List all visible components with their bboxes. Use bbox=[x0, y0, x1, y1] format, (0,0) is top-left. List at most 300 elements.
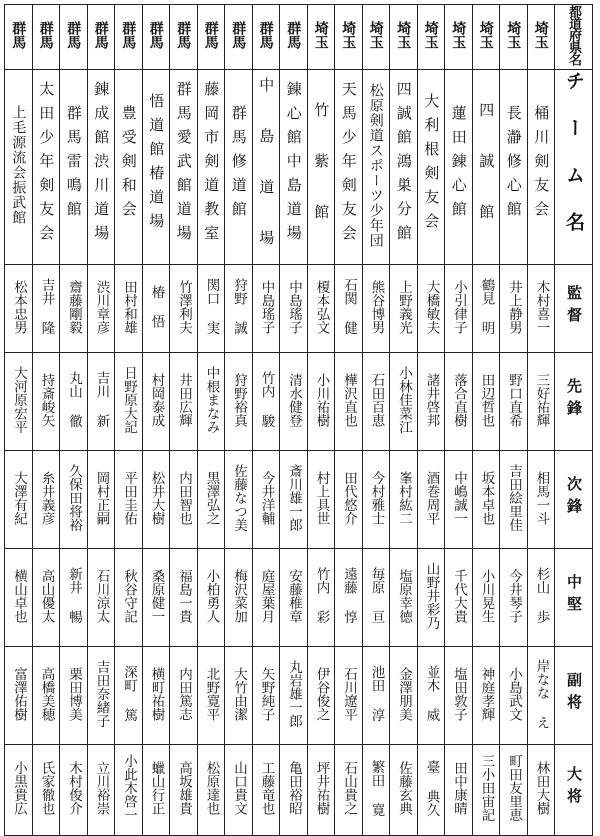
lead-cell bbox=[417, 353, 445, 451]
lead-cell bbox=[225, 353, 253, 451]
coach-cell-text: 狩野 誠 bbox=[231, 278, 247, 335]
team-name-cell bbox=[527, 70, 555, 265]
second-cell-text: 吉田絵里佳 bbox=[506, 463, 522, 532]
coach-cell bbox=[225, 265, 253, 353]
vice-cell bbox=[115, 647, 143, 745]
vice-cell bbox=[5, 647, 33, 745]
lead-cell bbox=[362, 353, 390, 451]
middle-cell-text: 福島一貴 bbox=[176, 568, 192, 623]
second-cell-text: 久保田将裕 bbox=[66, 463, 82, 532]
vice-cell-text: 金澤朋美 bbox=[396, 666, 412, 721]
second-cell-text: 平田圭佑 bbox=[121, 470, 137, 525]
vice-cell bbox=[252, 647, 280, 745]
captain-cell bbox=[390, 745, 418, 836]
captain-cell bbox=[445, 745, 473, 836]
captain-cell-text: 小此木啓一 bbox=[121, 754, 137, 822]
captain-cell-text: 立川裕崇 bbox=[93, 761, 110, 815]
header-team bbox=[555, 70, 593, 265]
middle-cell bbox=[60, 549, 88, 647]
vice-cell bbox=[32, 647, 60, 745]
vice-cell-text: 塩田敦子 bbox=[451, 666, 467, 721]
vice-cell bbox=[390, 647, 418, 745]
coach-cell bbox=[527, 265, 555, 353]
team-name-cell bbox=[472, 70, 500, 265]
prefecture-cell-text: 埼玉 bbox=[505, 21, 522, 49]
header-prefecture bbox=[555, 5, 593, 70]
prefecture-cell bbox=[197, 5, 225, 70]
second-cell-text: 糸井義彦 bbox=[38, 470, 55, 525]
team-name-cell bbox=[362, 70, 390, 265]
prefecture-cell bbox=[60, 5, 88, 70]
header-coach bbox=[555, 265, 593, 353]
coach-cell bbox=[500, 265, 528, 353]
prefecture-row bbox=[5, 5, 593, 70]
middle-cell-text: 塩原幸徳 bbox=[396, 568, 412, 623]
middle-cell-text: 秋谷守記 bbox=[121, 568, 137, 623]
vice-cell bbox=[445, 647, 473, 745]
coach-cell-text: 竹澤利夫 bbox=[176, 279, 192, 334]
team-name-cell-text: 錬成館渋川道場 bbox=[92, 81, 111, 249]
middle-cell bbox=[280, 549, 308, 647]
prefecture-cell-text: 埼玉 bbox=[367, 21, 384, 49]
coach-cell-text: 田村和雄 bbox=[121, 279, 137, 334]
middle-cell bbox=[500, 549, 528, 647]
prefecture-cell-text: 埼玉 bbox=[477, 21, 494, 49]
coach-cell-text: 中島瑤子 bbox=[286, 279, 302, 334]
lead-cell bbox=[335, 353, 363, 451]
second-cell-text: 相馬一斗 bbox=[533, 470, 550, 525]
prefecture-cell bbox=[500, 5, 528, 70]
lead-cell-text: 日野原大記 bbox=[121, 365, 137, 434]
captain-cell bbox=[472, 745, 500, 836]
captain-cell bbox=[5, 745, 33, 836]
lead-cell bbox=[170, 353, 198, 451]
second-cell bbox=[307, 451, 335, 549]
prefecture-cell-text: 群馬 bbox=[120, 21, 137, 49]
team-name-cell bbox=[225, 70, 253, 265]
lead-row bbox=[5, 353, 593, 451]
prefecture-cell-text: 群馬 bbox=[10, 21, 27, 49]
vice-cell bbox=[527, 647, 555, 745]
prefecture-cell-text: 埼玉 bbox=[340, 21, 357, 49]
coach-cell bbox=[335, 265, 363, 353]
coach-cell bbox=[390, 265, 418, 353]
coach-cell-text: 小引律子 bbox=[451, 279, 467, 334]
second-cell-text: 今井洋輔 bbox=[258, 470, 275, 525]
team-name-cell-text: 錬心館中島道場 bbox=[284, 81, 303, 249]
second-cell bbox=[335, 451, 363, 549]
team-name-cell bbox=[280, 70, 308, 265]
coach-cell-text: 榎本弘文 bbox=[313, 279, 330, 334]
coach-cell-text: 井上静男 bbox=[506, 279, 522, 334]
vice-cell-text: 北野寛平 bbox=[203, 666, 220, 721]
second-cell-text: 大澤有紀 bbox=[11, 470, 27, 525]
prefecture-cell bbox=[252, 5, 280, 70]
vice-cell-text: 伊谷俊之 bbox=[313, 666, 330, 721]
vice-cell-text: 並木 威 bbox=[423, 665, 440, 722]
team-name-cell bbox=[87, 70, 115, 265]
vice-cell bbox=[335, 647, 363, 745]
coach-cell bbox=[87, 265, 115, 353]
team-name-cell bbox=[60, 70, 88, 265]
second-cell bbox=[362, 451, 390, 549]
vice-cell bbox=[170, 647, 198, 745]
team-name-cell-text: 中 島 道 場 bbox=[257, 76, 276, 254]
team-name-cell bbox=[32, 70, 60, 265]
middle-cell bbox=[5, 549, 33, 647]
captain-cell bbox=[60, 745, 88, 836]
second-cell bbox=[87, 451, 115, 549]
lead-cell bbox=[472, 353, 500, 451]
header-team-label: チーム名 bbox=[563, 71, 585, 259]
prefecture-cell bbox=[32, 5, 60, 70]
middle-cell-text: 千代大貴 bbox=[451, 568, 467, 623]
lead-cell-text: 落合直樹 bbox=[451, 372, 467, 427]
team-name-cell-text: 群馬雷鳴館 bbox=[64, 105, 83, 225]
middle-cell-text: 安藤稚章 bbox=[286, 568, 302, 623]
middle-cell bbox=[225, 549, 253, 647]
team-name-cell bbox=[5, 70, 33, 265]
middle-cell-text: 石川涼太 bbox=[93, 568, 110, 623]
team-row bbox=[5, 70, 593, 265]
captain-cell-text: 木村俊介 bbox=[66, 761, 82, 815]
prefecture-cell-text: 群馬 bbox=[147, 21, 164, 49]
lead-cell bbox=[307, 353, 335, 451]
second-cell bbox=[472, 451, 500, 549]
prefecture-cell bbox=[335, 5, 363, 70]
captain-cell-text: 繁田 寛 bbox=[368, 759, 385, 817]
lead-cell-text: 狩野裕真 bbox=[231, 372, 247, 427]
second-cell-text: 酒巻周平 bbox=[423, 470, 440, 525]
lead-cell-text: 諸井啓邦 bbox=[423, 372, 440, 427]
coach-cell bbox=[280, 265, 308, 353]
captain-cell bbox=[197, 745, 225, 836]
second-cell bbox=[527, 451, 555, 549]
captain-cell-text: 工藤竜也 bbox=[258, 761, 275, 815]
vice-cell-text: 吉田奈緒子 bbox=[93, 659, 110, 728]
captain-cell-text: 蠟山行正 bbox=[148, 761, 165, 815]
captain-cell-text: 三小田宙記 bbox=[478, 754, 495, 822]
captain-cell bbox=[87, 745, 115, 836]
middle-cell-text: 高山優太 bbox=[38, 568, 55, 623]
team-name-cell-text: 群馬修道館 bbox=[229, 105, 248, 225]
vice-cell-text: 池田 淳 bbox=[368, 665, 385, 722]
prefecture-cell bbox=[142, 5, 170, 70]
second-cell bbox=[170, 451, 198, 549]
second-cell bbox=[142, 451, 170, 549]
header-lead-label: 先鋒 bbox=[565, 377, 583, 422]
coach-cell-text: 齋藤剛毅 bbox=[66, 279, 82, 334]
lead-cell bbox=[252, 353, 280, 451]
team-name-cell bbox=[445, 70, 473, 265]
captain-cell bbox=[335, 745, 363, 836]
lead-cell bbox=[87, 353, 115, 451]
second-cell-text: 内田智也 bbox=[176, 470, 192, 525]
captain-cell bbox=[225, 745, 253, 836]
prefecture-cell-text: 群馬 bbox=[65, 21, 82, 49]
middle-cell-text: 庭屋葉月 bbox=[258, 568, 275, 623]
second-cell bbox=[225, 451, 253, 549]
lead-cell-text: 小川祐樹 bbox=[313, 372, 330, 427]
header-middle-label: 中堅 bbox=[565, 573, 583, 618]
coach-cell bbox=[5, 265, 33, 353]
team-name-cell bbox=[142, 70, 170, 265]
captain-row bbox=[5, 745, 593, 836]
coach-cell-text: 渋川章彦 bbox=[93, 279, 110, 334]
prefecture-cell-text: 群馬 bbox=[37, 21, 54, 49]
middle-cell bbox=[170, 549, 198, 647]
second-cell-text: 中嶋誠一 bbox=[451, 470, 467, 525]
captain-cell bbox=[307, 745, 335, 836]
lead-cell bbox=[142, 353, 170, 451]
team-name-cell-text: 上毛源流会振武館 bbox=[10, 105, 27, 225]
captain-cell-text: 町田友里恵 bbox=[506, 754, 522, 822]
prefecture-cell-text: 埼玉 bbox=[532, 21, 549, 49]
team-name-cell-text: 桶川剣友会 bbox=[532, 105, 551, 225]
lead-cell bbox=[32, 353, 60, 451]
lead-cell-text: 三好祐輝 bbox=[533, 372, 550, 427]
middle-cell-text: 杉山 歩 bbox=[533, 567, 550, 624]
coach-row bbox=[5, 265, 593, 353]
lead-cell bbox=[500, 353, 528, 451]
team-name-cell-text: 長瀞修心館 bbox=[504, 105, 523, 225]
coach-cell-text: 木村喜一 bbox=[533, 279, 550, 334]
lead-cell-text: 大河原宏平 bbox=[11, 365, 27, 434]
middle-cell bbox=[527, 549, 555, 647]
team-name-cell-text: 大利根剣友会 bbox=[422, 93, 441, 237]
prefecture-cell bbox=[445, 5, 473, 70]
lead-cell bbox=[390, 353, 418, 451]
team-name-cell-text: 悟道館椿道場 bbox=[147, 93, 166, 237]
team-name-cell bbox=[170, 70, 198, 265]
lead-cell bbox=[197, 353, 225, 451]
lead-cell-text: 吉川 新 bbox=[93, 371, 110, 428]
captain-cell-text: 小黒貴広 bbox=[11, 761, 27, 815]
team-name-cell-text: 天馬少年剣友会 bbox=[339, 81, 358, 249]
captain-cell bbox=[142, 745, 170, 836]
vice-row bbox=[5, 647, 593, 745]
coach-cell bbox=[307, 265, 335, 353]
lead-cell-text: 田辺哲也 bbox=[478, 372, 495, 427]
middle-cell-text: 新井 暢 bbox=[66, 567, 82, 624]
second-cell bbox=[32, 451, 60, 549]
lead-cell-text: 清水健登 bbox=[286, 372, 302, 427]
lead-cell bbox=[5, 353, 33, 451]
lead-cell-text: 丸山 徹 bbox=[66, 371, 82, 428]
coach-cell bbox=[170, 265, 198, 353]
lead-cell-text: 村岡泰成 bbox=[148, 372, 165, 427]
middle-cell bbox=[115, 549, 143, 647]
second-cell-text: 松井大樹 bbox=[148, 470, 165, 525]
captain-cell bbox=[527, 745, 555, 836]
second-cell bbox=[252, 451, 280, 549]
coach-cell bbox=[445, 265, 473, 353]
vice-cell-text: 矢野純子 bbox=[258, 666, 275, 721]
vice-cell-text: 石川遼平 bbox=[341, 666, 357, 721]
prefecture-cell-text: 埼玉 bbox=[450, 21, 467, 49]
team-name-cell-text: 四誠館鴻巣分館 bbox=[394, 81, 413, 249]
second-cell-text: 黒澤弘之 bbox=[203, 470, 220, 525]
coach-cell bbox=[417, 265, 445, 353]
vice-cell bbox=[197, 647, 225, 745]
captain-cell-text: 田中康晴 bbox=[451, 761, 467, 815]
captain-cell bbox=[362, 745, 390, 836]
middle-cell-text: 山野井彩乃 bbox=[423, 561, 440, 630]
middle-cell-text: 小川晃生 bbox=[478, 568, 495, 623]
lead-cell bbox=[445, 353, 473, 451]
team-name-cell bbox=[500, 70, 528, 265]
coach-cell-text: 松本忠男 bbox=[11, 279, 27, 334]
second-cell-text: 今村雅士 bbox=[368, 470, 385, 525]
team-roster-table bbox=[4, 4, 593, 836]
lead-cell-text: 樺沢直也 bbox=[341, 372, 357, 427]
captain-cell-text: 松原達也 bbox=[203, 761, 220, 815]
lead-cell bbox=[280, 353, 308, 451]
prefecture-cell bbox=[390, 5, 418, 70]
second-row bbox=[5, 451, 593, 549]
middle-cell bbox=[417, 549, 445, 647]
vice-cell-text: 栗田博美 bbox=[66, 666, 82, 721]
vice-cell bbox=[307, 647, 335, 745]
coach-cell-text: 椿 悟 bbox=[148, 285, 165, 328]
vice-cell-text: 丸岩雄一郎 bbox=[286, 659, 302, 728]
vice-cell-text: 深町 篤 bbox=[121, 665, 137, 722]
vice-cell bbox=[362, 647, 390, 745]
second-cell-text: 坂本卓也 bbox=[478, 470, 495, 525]
vice-cell-text: 富澤佑樹 bbox=[11, 666, 27, 721]
vice-cell bbox=[60, 647, 88, 745]
lead-cell-text: 中根まなみ bbox=[203, 365, 220, 434]
prefecture-cell-text: 埼玉 bbox=[422, 21, 439, 49]
lead-cell bbox=[60, 353, 88, 451]
middle-cell bbox=[142, 549, 170, 647]
second-cell-text: 峯村紘二 bbox=[396, 470, 412, 525]
prefecture-cell-text: 群馬 bbox=[285, 21, 302, 49]
second-cell bbox=[390, 451, 418, 549]
prefecture-cell-text: 群馬 bbox=[257, 21, 274, 49]
team-name-cell bbox=[417, 70, 445, 265]
vice-cell bbox=[225, 647, 253, 745]
captain-cell-text: 山口貴文 bbox=[231, 761, 247, 815]
second-cell-text: 斎川雄一郎 bbox=[286, 463, 302, 532]
header-coach-label: 監督 bbox=[565, 284, 583, 329]
second-cell bbox=[115, 451, 143, 549]
coach-cell bbox=[472, 265, 500, 353]
vice-cell bbox=[472, 647, 500, 745]
team-name-cell-text: 豊受剣和会 bbox=[119, 105, 138, 225]
middle-cell bbox=[390, 549, 418, 647]
captain-cell-text: 臺 典久 bbox=[423, 759, 440, 817]
middle-cell-text: 小柏勇人 bbox=[203, 568, 220, 623]
second-cell bbox=[445, 451, 473, 549]
middle-cell bbox=[197, 549, 225, 647]
second-cell bbox=[417, 451, 445, 549]
coach-cell-text: 中島瑤子 bbox=[258, 279, 275, 334]
coach-cell bbox=[60, 265, 88, 353]
prefecture-cell bbox=[225, 5, 253, 70]
coach-cell-text: 上野義光 bbox=[396, 279, 412, 334]
captain-cell-text: 氏家徹也 bbox=[38, 761, 55, 815]
lead-cell-text: 竹内 駿 bbox=[258, 371, 275, 428]
team-name-cell bbox=[197, 70, 225, 265]
team-name-cell-text: 松原剣道スポーツ少年団 bbox=[367, 82, 384, 248]
vice-cell-text: 神庭孝輝 bbox=[478, 666, 495, 721]
prefecture-cell bbox=[527, 5, 555, 70]
second-cell-text: 佐藤なつ美 bbox=[231, 463, 247, 532]
prefecture-cell-text: 群馬 bbox=[202, 21, 219, 49]
coach-cell-text: 吉井 隆 bbox=[38, 278, 55, 335]
coach-cell bbox=[362, 265, 390, 353]
header-middle bbox=[555, 549, 593, 647]
prefecture-cell-text: 群馬 bbox=[175, 21, 192, 49]
team-name-cell bbox=[390, 70, 418, 265]
second-cell-text: 村上具世 bbox=[313, 470, 330, 525]
coach-cell-text: 大橋敏夫 bbox=[423, 279, 440, 334]
middle-cell bbox=[252, 549, 280, 647]
header-vice bbox=[555, 647, 593, 745]
header-captain-label: 大将 bbox=[565, 766, 583, 810]
vice-cell bbox=[280, 647, 308, 745]
vice-cell-text: 大竹由潔 bbox=[231, 666, 247, 721]
captain-cell-text: 石山貴之 bbox=[341, 761, 357, 815]
vice-cell bbox=[87, 647, 115, 745]
header-vice-label: 副将 bbox=[565, 671, 583, 716]
second-cell bbox=[500, 451, 528, 549]
lead-cell-text: 持斎峻矢 bbox=[38, 372, 55, 427]
team-name-cell-text: 藤岡市剣道教室 bbox=[202, 81, 221, 249]
coach-cell bbox=[115, 265, 143, 353]
prefecture-cell-text: 群馬 bbox=[230, 21, 247, 49]
captain-cell-text: 高坂雄貴 bbox=[176, 761, 192, 815]
second-cell bbox=[60, 451, 88, 549]
coach-cell-text: 鶴見 明 bbox=[478, 278, 495, 335]
second-cell-text: 田代悠介 bbox=[341, 470, 357, 525]
captain-cell-text: 坪井祐樹 bbox=[313, 761, 330, 815]
captain-cell bbox=[32, 745, 60, 836]
prefecture-cell bbox=[362, 5, 390, 70]
prefecture-cell bbox=[115, 5, 143, 70]
coach-cell bbox=[197, 265, 225, 353]
vice-cell bbox=[500, 647, 528, 745]
header-prefecture-label: 都道府県名 bbox=[566, 5, 581, 65]
team-name-cell-text: 群馬愛武館道場 bbox=[174, 81, 193, 249]
middle-cell-text: 竹内 彩 bbox=[313, 567, 330, 624]
vice-cell bbox=[142, 647, 170, 745]
middle-cell-text: 今井琴子 bbox=[506, 568, 522, 623]
header-second-label: 次鋒 bbox=[565, 475, 583, 520]
vice-cell bbox=[417, 647, 445, 745]
coach-cell-text: 熊谷博男 bbox=[368, 279, 385, 334]
vice-cell-text: 小島武文 bbox=[506, 666, 522, 721]
captain-cell bbox=[280, 745, 308, 836]
middle-cell-text: 横山卓也 bbox=[11, 568, 27, 623]
team-name-cell-text: 太田少年剣友会 bbox=[37, 81, 56, 249]
lead-cell-text: 野口直希 bbox=[506, 372, 522, 427]
middle-cell bbox=[307, 549, 335, 647]
team-name-cell-text: 蓮田錬心館 bbox=[449, 105, 468, 225]
coach-cell-text: 関口 実 bbox=[203, 278, 220, 335]
coach-cell-text: 石関 健 bbox=[341, 278, 357, 335]
middle-cell bbox=[445, 549, 473, 647]
middle-cell bbox=[362, 549, 390, 647]
prefecture-cell-text: 群馬 bbox=[92, 21, 109, 49]
captain-cell-text: 佐藤玄典 bbox=[396, 761, 412, 815]
captain-cell bbox=[170, 745, 198, 836]
captain-cell-text: 亀田裕昭 bbox=[286, 761, 302, 815]
team-name-cell bbox=[115, 70, 143, 265]
prefecture-cell bbox=[280, 5, 308, 70]
team-name-cell bbox=[252, 70, 280, 265]
